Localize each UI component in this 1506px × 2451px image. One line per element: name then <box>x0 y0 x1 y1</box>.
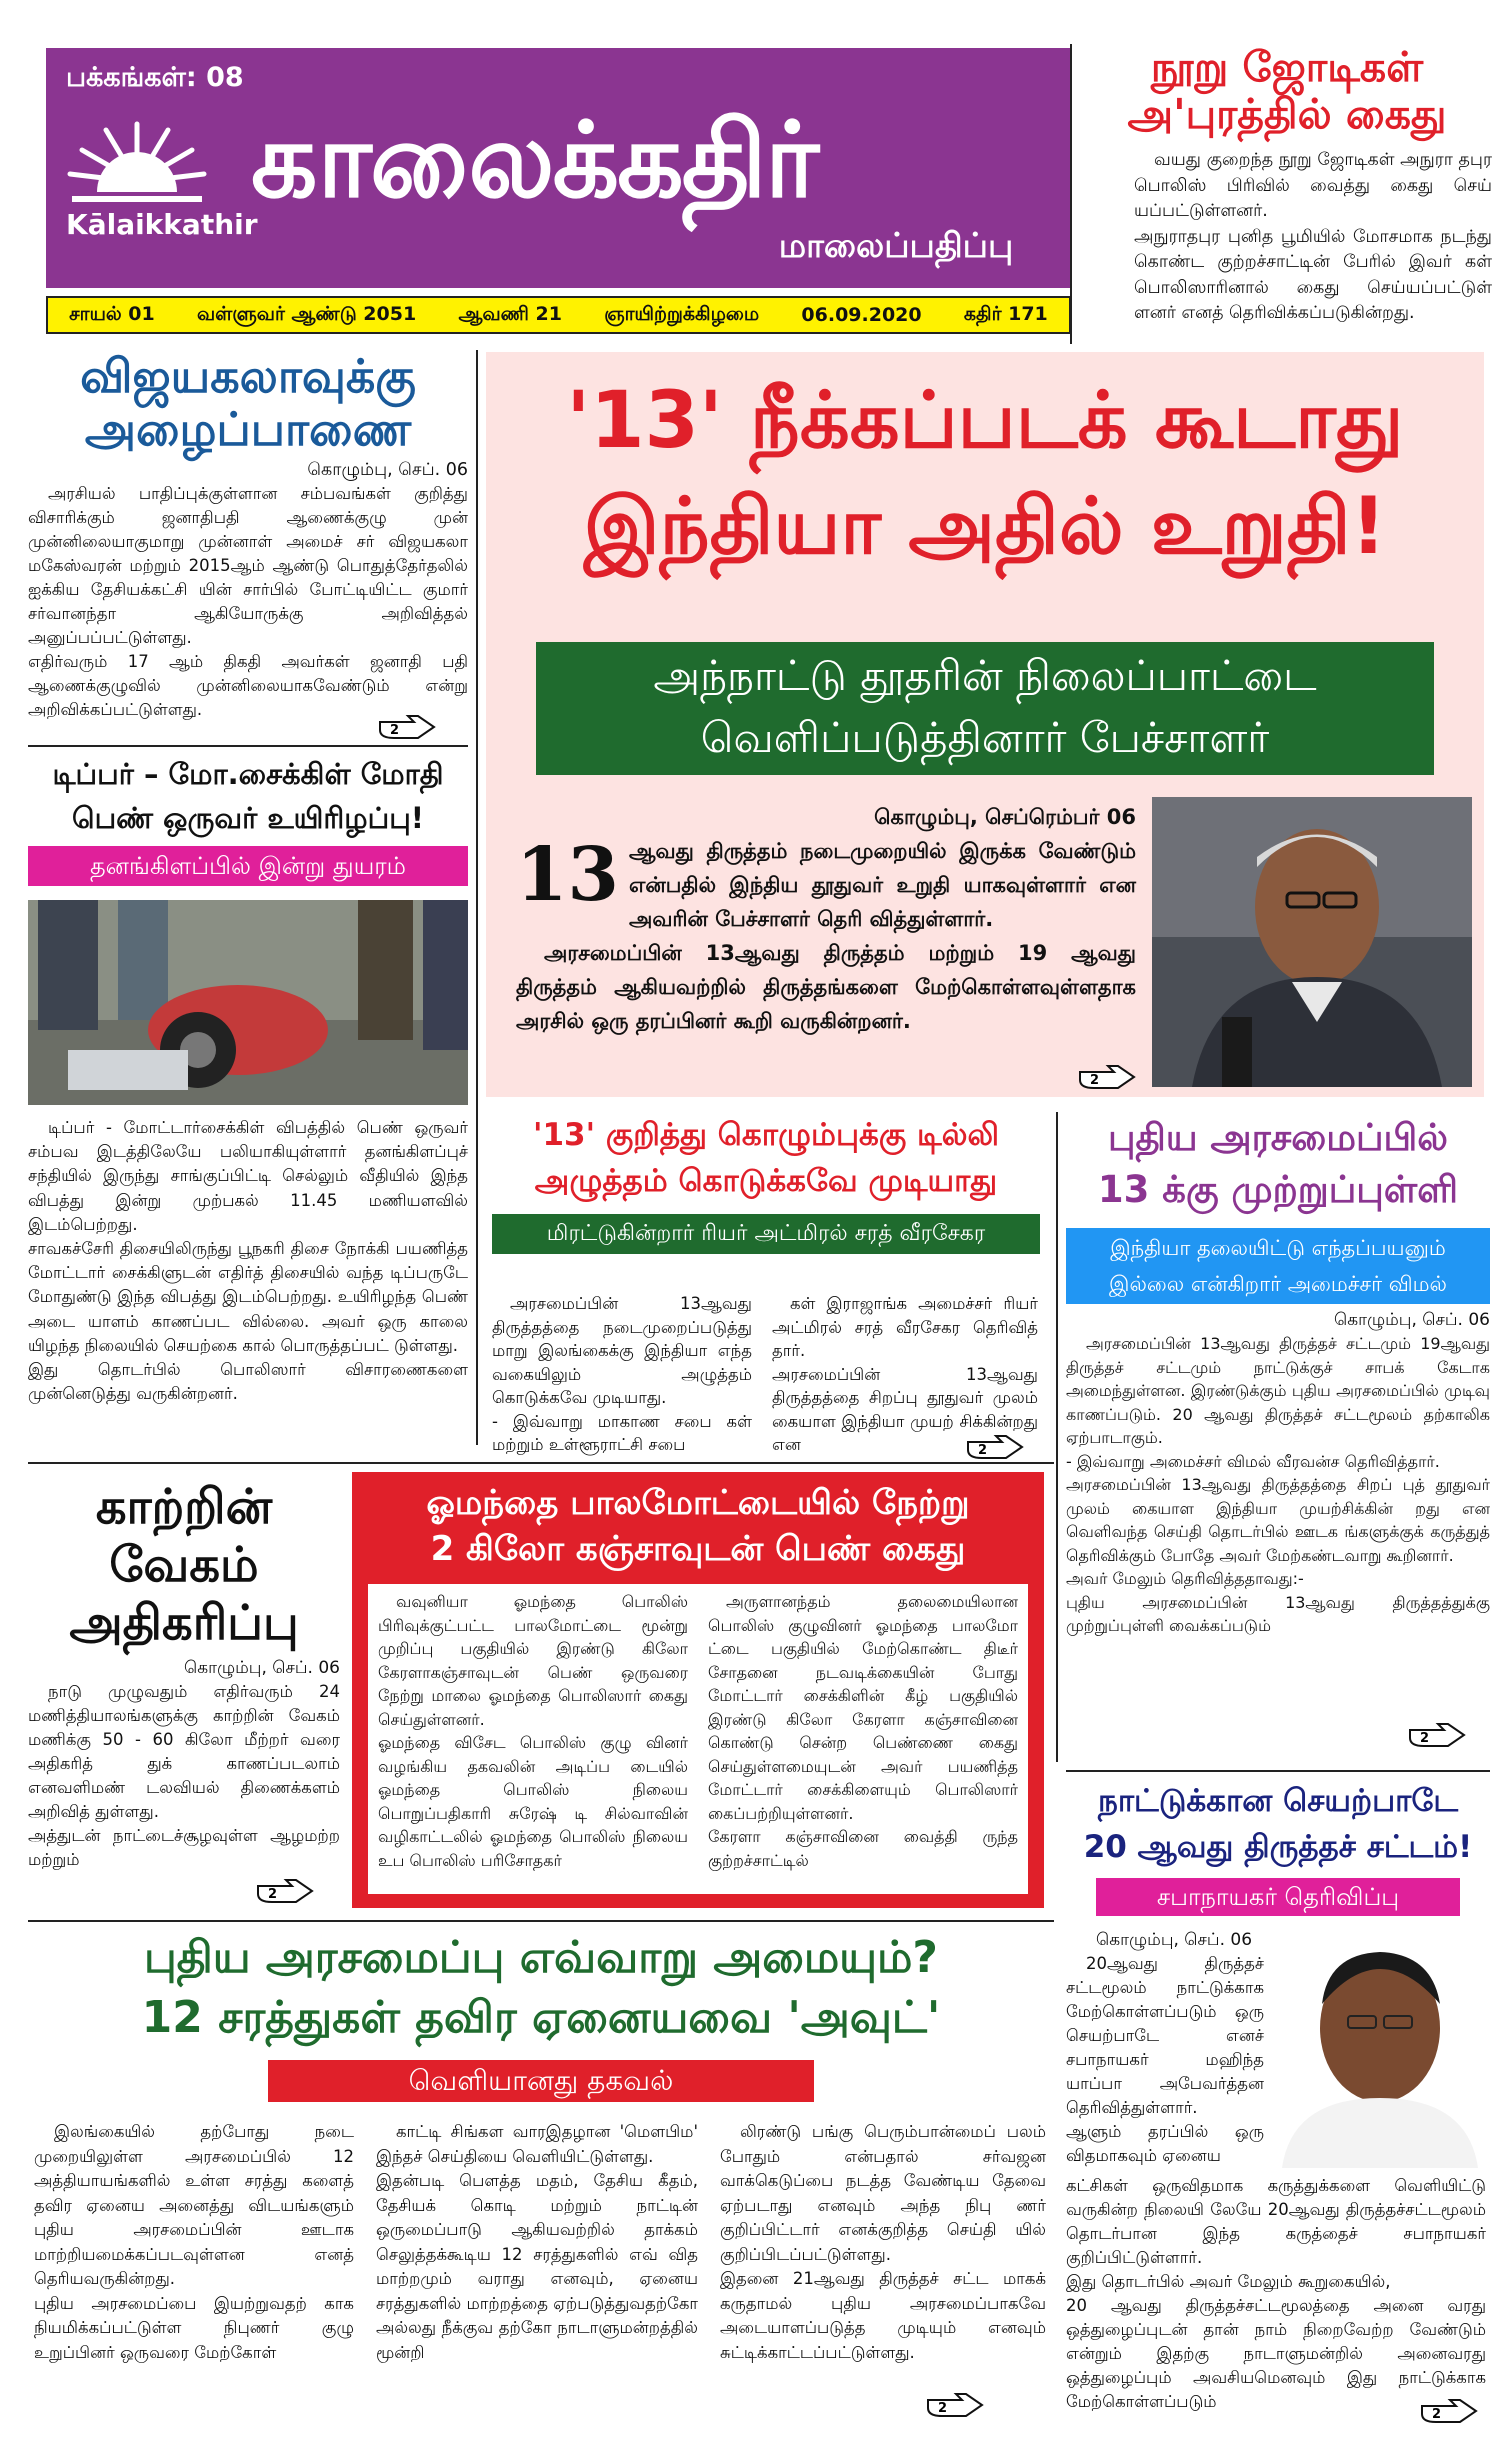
cannabis-headline <box>352 1480 1044 1572</box>
cannabis-headline-line: ஓமந்தை பாலமோட்டையில் நேற்று <box>426 1483 970 1523</box>
issue-info-item: ஞாயிற்றுக்கிழமை <box>604 302 760 325</box>
delhi-headline <box>486 1112 1046 1204</box>
continued-pointer-icon <box>1076 1062 1138 1092</box>
svg-text:2: 2 <box>1432 2407 1442 2422</box>
constitution-col-1: இலங்கையில் தற்போது நடை முறையிலுள்ள அரசமைப்பில் 12 அத்தியாயங்களில் உள்ள சரத்து களைத் தவிர ஏனைய அனைத்து விடயங்களும் புதிய அரசமைப்பின் ஊடாக மாற்றியமைக்கப்படவுள்ளன எனத் தெரியவருகின்றது. புதிய அரசமைப்பை இயற்றுவதற் காக நியமிக்கப்பட்டுள்ள நிபுணர் குழு உறுப்பினர் ஒருவரை மேற்கோள் <box>34 2122 354 2362</box>
continued-pointer-icon <box>924 2390 986 2420</box>
lead-13-strap <box>536 642 1434 775</box>
lead-13-dropcap: 13 <box>516 832 619 918</box>
story-delhi <box>486 1112 1046 1462</box>
speaker-portrait <box>1272 1932 1486 2168</box>
continued-pointer-icon <box>1418 2396 1480 2426</box>
20th-strap: சபாநாயகர் தெரிவிப்பு <box>1096 1878 1460 1916</box>
story-constitution <box>28 1928 1054 2428</box>
fullstop-headline-line: புதிய அரசமைப்பில் <box>1108 1116 1448 1159</box>
masthead-title: காலைக்கதிர் <box>251 98 818 221</box>
lead-13-body-1: ஆவது திருத்தம் நடைமுறையில் இருக்க வேண்டும் என்பதில் இந்திய தூதுவர் உறுதி யாகவுள்ளார் என அவரின் பேச்சாளர் தெரி வித்துள்ளார். <box>628 839 1136 931</box>
fullstop-body: அரசமைப்பின் 13ஆவது திருத்தச் சட்டமும் 19ஆவது திருத்தச் சட்டமும் நாட்டுக்குச் சாபக் கேடாக அமைந்துள்ளன. இரண்டுக்கும் புதிய அரசமைப்பில் முடிவு காணப்படும். 20 ஆவது திருத்தச் சட்டமூலம் தற்காலிக ஏற்பாடாகும். - இவ்வாறு அமைச்சர் விமல் வீரவன்ச தெரிவித்தார். அரசமைப்பின் 13ஆவது திருத்தத்தை சிறப் புத் தூதுவர் முலம் கையாள இந்தியா முயற்சிக்கின் றது என வெளிவந்த செய்தி தொடர்பில் ஊடக ங்களுக்குக் கருத்துத் தெரிவிக்கும் போதே அவர் மேற்கண்டவாறு கூறினார். அவர் மேலும் தெரிவித்ததாவது:- புதிய அரசமைப்பின் 13ஆவது திருத்தத்துக்கு முற்றுப்புள்ளி வைக்கப்படும் <box>1066 1334 1490 1635</box>
vijayakala-headline-line: அழைப்பாணை <box>84 401 412 456</box>
lead-13-headline <box>486 368 1484 580</box>
story-tipper <box>28 752 468 1442</box>
wind-headline-line: காற்றின் <box>95 1479 273 1535</box>
20th-narrow-col <box>1066 1928 1264 2168</box>
fullstop-dateline: கொழும்பு, செப். 06 <box>1333 1310 1490 1330</box>
continued-pointer-icon <box>964 1432 1026 1462</box>
vijayakala-headline <box>28 350 468 456</box>
cannabis-headline-line: 2 கிலோ கஞ்சாவுடன் பெண் கைது <box>430 1529 966 1569</box>
tipper-headline-line: டிப்பர் – மோ.சைக்கிள் மோதி <box>52 757 444 791</box>
issue-info-bar <box>46 296 1071 334</box>
delhi-headline-line: அழுத்தம் கொடுக்கவே முடியாது <box>534 1163 998 1199</box>
svg-text:2: 2 <box>978 1443 988 1458</box>
constitution-col-3: லிரண்டு பங்கு பெரும்பான்மைப் பலம் போதும் என்பதால் சர்வஜன வாக்கெடுப்பை நடத்த வேண்டிய தேவை ஏற்படாது எனவும் அந்த நிபு ணர் குறிப்பிட்டார் எனக்குறித்த செய்தி யில் குறிப்பிடப்பட்டுள்ளது. இதனை 21ஆவது திருத்தச் சட்ட மாகக் கருதாமல் புதிய அரசமைப்பாகவே அடையாளப்படுத்த முடியும் எனவும் சுட்டிக்காட்டப்பட்டுள்ளது. <box>720 2122 1046 2362</box>
issue-info-item: ஆவணி 21 <box>458 302 562 325</box>
svg-text:2: 2 <box>268 1887 278 1902</box>
continued-pointer-icon <box>1406 1720 1468 1750</box>
lead-13-strap-line: வெளிப்படுத்தினார் பேச்சாளர் <box>700 713 1270 762</box>
section-rule <box>28 1920 1054 1922</box>
constitution-headline <box>28 1928 1054 2048</box>
constitution-headline-line: புதிய அரசமைப்பு எவ்வாறு அமையும்? <box>144 1932 938 1983</box>
vijayakala-body: அரசியல் பாதிப்புக்குள்ளான சம்பவங்கள் குறித்து விசாரிக்கும் ஜனாதிபதி ஆணைக்குழு முன் முன்னிலையாகுமாறு முன்னாள் அமைச் சர் விஜயகலா மகேஸ்வரன் மற்றும் 2015ஆம் ஆண்டு பொதுத்தேர்தலில் ஐக்கிய தேசியக்கட்சி யின் சார்பில் போட்டியிட்ட குமார் சர்வானந்தா ஆகியோருக்கு அறிவித்தல் அனுப்பப்பட்டுள்ளது. எதிர்வரும் 17 ஆம் திகதி அவர்கள் ஜனாதி பதி ஆணைக்குழுவில் முன்னிலையாகவேண்டும் என்று அறிவிக்கப்பட்டுள்ளது. <box>28 483 468 719</box>
delhi-headline-line: '13' குறித்து கொழும்புக்கு டில்லி <box>532 1117 1000 1153</box>
svg-text:2: 2 <box>1420 1731 1430 1746</box>
20th-body-wide: கட்சிகள் ஒருவிதமாக கருத்துக்களை வெளியிட்டு வருகின்ற நிலையி லேயே 20ஆவது திருத்தச்சட்டமூலம் தொடர்பான இந்த கருத்தைச் சபாநாயகர் குறிப்பிட்டுள்ளார். இது தொடர்பில் அவர் மேலும் கூறுகையில், 20 ஆவது திருத்தச்சட்டமூலத்தை அனை வரது ஒத்துழைப்புடன் தான் நாம் நிறைவேற்ற வேண்டும் என்றும் இதற்கு நாடாளுமன்றில் அனைவரது ஒத்துழைப்பும் அவசியமெனவும் இது நாட்டுக்காக மேற்கொள்ளப்படும் <box>1066 2176 1486 2411</box>
arrest-headline-line: நூறு ஜோடிகள் <box>1150 43 1424 91</box>
delhi-col-1: அரசமைப்பின் 13ஆவது திருத்தத்தை நடைமுறைப்படுத்து மாறு இலங்கைக்கு இந்தியா எந்த வகையிலும் அழுத்தம் கொடுக்கவே முடியாது. - இவ்வாறு மாகாண சபை கள் மற்றும் உள்ளூராட்சி சபை <box>492 1294 752 1454</box>
sunrise-logo-icon <box>62 110 212 210</box>
lead-13-text <box>516 800 1136 1080</box>
masthead <box>46 48 1071 288</box>
story-fullstop <box>1066 1112 1490 1762</box>
svg-text:2: 2 <box>1090 1073 1100 1088</box>
wind-headline-line: வேகம் <box>109 1537 259 1593</box>
diplomat-portrait <box>1152 797 1472 1087</box>
continued-pointer-icon <box>254 1876 316 1906</box>
lead-13-headline-line: இந்தியா அதில் உறுதி! <box>583 482 1387 572</box>
section-rule <box>28 1462 1054 1464</box>
svg-text:2: 2 <box>390 723 400 738</box>
wind-headline-line: அதிகரிப்பு <box>69 1595 299 1651</box>
section-rule <box>28 745 468 747</box>
story-20th <box>1066 1778 1490 2428</box>
fullstop-strap <box>1066 1228 1490 1304</box>
issue-info-item: கதிர் 171 <box>963 302 1048 325</box>
wind-body: நாடு முழுவதும் எதிர்வரும் 24 மணித்தியாலங்களுக்கு காற்றின் வேகம் மணிக்கு 50 - 60 கிலோ மீற்றர் வரை அதிகரித் துக் காணப்படலாம் எனவளிமண் டலவியல் திணைக்களம் அறிவித் துள்ளது. அத்துடன் நாட்டைச்சூழவுள்ள ஆழமற்ற மற்றும் <box>28 1682 340 1869</box>
fullstop-headline-line: 13 க்கு முற்றுப்புள்ளி <box>1097 1168 1459 1211</box>
tipper-headline <box>28 752 468 840</box>
story-cannabis <box>352 1472 1044 1908</box>
lead-13-headline-line: '13' நீக்கப்படக் கூடாது <box>566 376 1404 466</box>
story-vijayakala <box>28 350 468 740</box>
wind-headline <box>28 1478 340 1652</box>
lead-13-body-2: அரசமைப்பின் 13ஆவது திருத்தம் மற்றும் 19 ஆவது திருத்தம் ஆகியவற்றில் திருத்தங்களை மேற்கொள்ளவுள்ளதாக அரசில் ஒரு தரப்பினர் கூறி வருகின்றனர். <box>516 941 1136 1033</box>
pages-label: பக்கங்கள்: 08 <box>66 62 244 93</box>
edition-label: மாலைப்பதிப்பு <box>778 226 1014 266</box>
lead-13-strap-line: அந்நாட்டு தூதரின் நிலைப்பாட்டை <box>653 651 1317 700</box>
story-13-lead <box>486 352 1484 1097</box>
fullstop-headline <box>1066 1112 1490 1216</box>
arrest-headline <box>1082 44 1492 138</box>
issue-info-item: 06.09.2020 <box>801 304 922 326</box>
20th-headline <box>1066 1778 1490 1870</box>
latin-title: Kālaikkathir <box>66 208 258 241</box>
20th-headline-line: நாட்டுக்கான செயற்பாடே <box>1097 1783 1459 1819</box>
constitution-strap: வெளியானது தகவல் <box>268 2060 814 2102</box>
tipper-headline-line: பெண் ஒருவர் உயிரிழப்பு! <box>72 801 424 835</box>
20th-headline-line: 20 ஆவது திருத்தச் சட்டம்! <box>1083 1829 1473 1865</box>
tipper-body: டிப்பர் - மோட்டார்சைக்கிள் விபத்தில் பெண் ஒருவர் சம்பவ இடத்திலேயே பலியாகியுள்ளார் தனங்கிளப்புச் சந்தியில் இருந்து சாங்குப்பிட்டி செல்லும் வீதியில் இந்த விபத்து இன்று முற்பகல் 11.45 மணியளவில் இடம்பெற்றது. சாவகச்சேரி திசையிலிருந்து பூநகரி திசை நோக்கி பயணித்த மோட்டார் சைக்கிளுடன் எதிர்த் திசையில் வந்த டிப்பருடே மோதுண்டு இந்த விபத்து இடம்பெற்றது. உயிரிழந்த பெண் அடை யாளம் காணப்பட வில்லை. அவர் ஒரு காலை யிழந்த நிலையில் செயற்கை கால் பொருத்தப்பட் டுள்ளது. இது தொடர்பில் பொலிஸார் விசாரணைகளை முன்னெடுத்து வருகின்றனர். <box>28 1118 468 1404</box>
vijayakala-headline-line: விஜயகலாவுக்கு <box>80 349 416 403</box>
fullstop-strap-line: இல்லை என்கிறார் அமைச்சர் விமல் <box>1109 1272 1447 1296</box>
story-wind <box>28 1478 340 1902</box>
issue-info-item: சாயல் 01 <box>69 302 155 325</box>
fullstop-strap-line: இந்தியா தலையிட்டு எந்தப்பயனும் <box>1110 1236 1446 1260</box>
20th-dateline: கொழும்பு, செப். 06 <box>1096 1930 1253 1950</box>
cannabis-col-1: வவுனியா ஓமந்தை பொலிஸ் பிரிவுக்குட்பட்ட பாலமோட்டை மூன்று முறிப்பு பகுதியில் இரண்டு கிலோ கேரளாகஞ்சாவுடன் பெண் ஒருவரை நேற்று மாலை ஓமந்தை பொலிஸார் கைது செய்துள்ளனர். ஓமந்தை விசேட பொலிஸ் குழு வினர் வழங்கிய தகவலின் அடிப்ப டையில் ஓமந்தை பொலிஸ் நிலைய பொறுப்பதிகாரி சுரேஷ் டி சில்வாவின் வழிகாட்டலில் ஓமந்தை பொலிஸ் நிலைய உப பொலிஸ் பரிசோதகர் <box>378 1592 688 1870</box>
lead-13-dateline: கொழும்பு, செப்ரெம்பர் 06 <box>874 805 1136 829</box>
issue-info-item: வள்ளுவர் ஆண்டு 2051 <box>196 302 417 325</box>
section-rule <box>1066 1770 1490 1772</box>
20th-body-narrow: 20ஆவது திருத்தச் சட்டமூலம் நாட்டுக்காக மேற்கொள்ளப்படும் ஒரு செயற்பாடே எனச் சபாநாயகர் மஹிந்த யாப்பா அபேவர்த்தன தெரிவித்துள்ளார். ஆளும் தரப்பில் ஒரு விதமாகவும் ஏனைய <box>1066 1954 1264 2165</box>
delhi-col-2: கள் இராஜாங்க அமைச்சர் ரியர் அட்மிரல் சரத் வீரசேகர தெரிவித் தார். அரசமைப்பின் 13ஆவது திருத்தத்தை சிறப்பு தூதுவர் முலம் கையாள இந்தியா முயற் சிக்கின்றது என <box>772 1294 1038 1454</box>
arrest-headline-line: அ'புரத்தில் கைது <box>1127 90 1447 139</box>
cannabis-text-panel <box>368 1584 1028 1894</box>
column-rule <box>1070 44 1072 344</box>
continued-pointer-icon <box>376 712 438 742</box>
story-arrest <box>1082 44 1492 344</box>
constitution-headline-line: 12 சரத்துகள் தவிர ஏனையவை 'அவுட்' <box>141 1992 941 2043</box>
column-rule <box>476 350 478 1445</box>
column-rule <box>1056 1112 1058 1762</box>
svg-text:2: 2 <box>938 2401 948 2416</box>
delhi-strap: மிரட்டுகின்றார் ரியர் அட்மிரல் சரத் வீரசேகர <box>492 1214 1040 1254</box>
constitution-col-2: காட்டி சிங்கள வாரஇதழான 'மௌபிம' இந்தச் செய்தியை வெளியிட்டுள்ளது. இதன்படி பௌத்த மதம், தேசிய கீதம், தேசியக் கொடி மற்றும் நாட்டின் ஒருமைப்பாடு ஆகியவற்றில் தாக்கம் செலுத்தக்கூடிய 12 சரத்துகளில் எவ் வித மாற்றமும் வராது எனவும், ஏனைய சரத்துகளில் மாற்றத்தை ஏற்படுத்துவதற்கோ அல்லது நீக்குவ தற்கோ நாடாளுமன்றத்தில் மூன்றி <box>376 2122 698 2362</box>
arrest-body: வயது குறைந்த நூறு ஜோடிகள் அநுரா தபுர பொலிஸ் பிரிவில் வைத்து கைது செய் யப்பட்டுள்ளனர். அநுராதபுர புனித பூமியில் மோசமாக நடந்து கொண்ட குற்றச்சாட்டின் பேரில் இவர் கள் பொலிஸாரினால் கைது செய்யப்பட்டுள் ளனர் எனத் தெரிவிக்கப்படுகின்றது. <box>1134 150 1492 324</box>
cannabis-col-2: அருளானந்தம் தலைமையிலான பொலிஸ் குழுவினர் ஓமந்தை பாலமோ ட்டை பகுதியில் மேற்கொண்ட திடீர் சோதனை நடவடிக்கையின் போது மோட்டார் சைக்கிளின் கீழ் பகுதியில் இரண்டு கிலோ கேரளா கஞ்சாவினை கொண்டு சென்ற பெண்ணை கைது செய்துள்ளமையுடன் அவர் பயணித்த மோட்டார் சைக்கிளையும் பொலிஸார் கைப்பற்றியுள்ளனர். கேரளா கஞ்சாவினை வைத்தி ருந்த குற்றச்சாட்டில் <box>708 1592 1018 1870</box>
tipper-strap: தனங்கிளப்பில் இன்று துயரம் <box>28 846 468 886</box>
vijayakala-dateline: கொழும்பு, செப். 06 <box>307 459 468 480</box>
accident-photo <box>28 900 468 1105</box>
wind-dateline: கொழும்பு, செப். 06 <box>183 1658 340 1678</box>
